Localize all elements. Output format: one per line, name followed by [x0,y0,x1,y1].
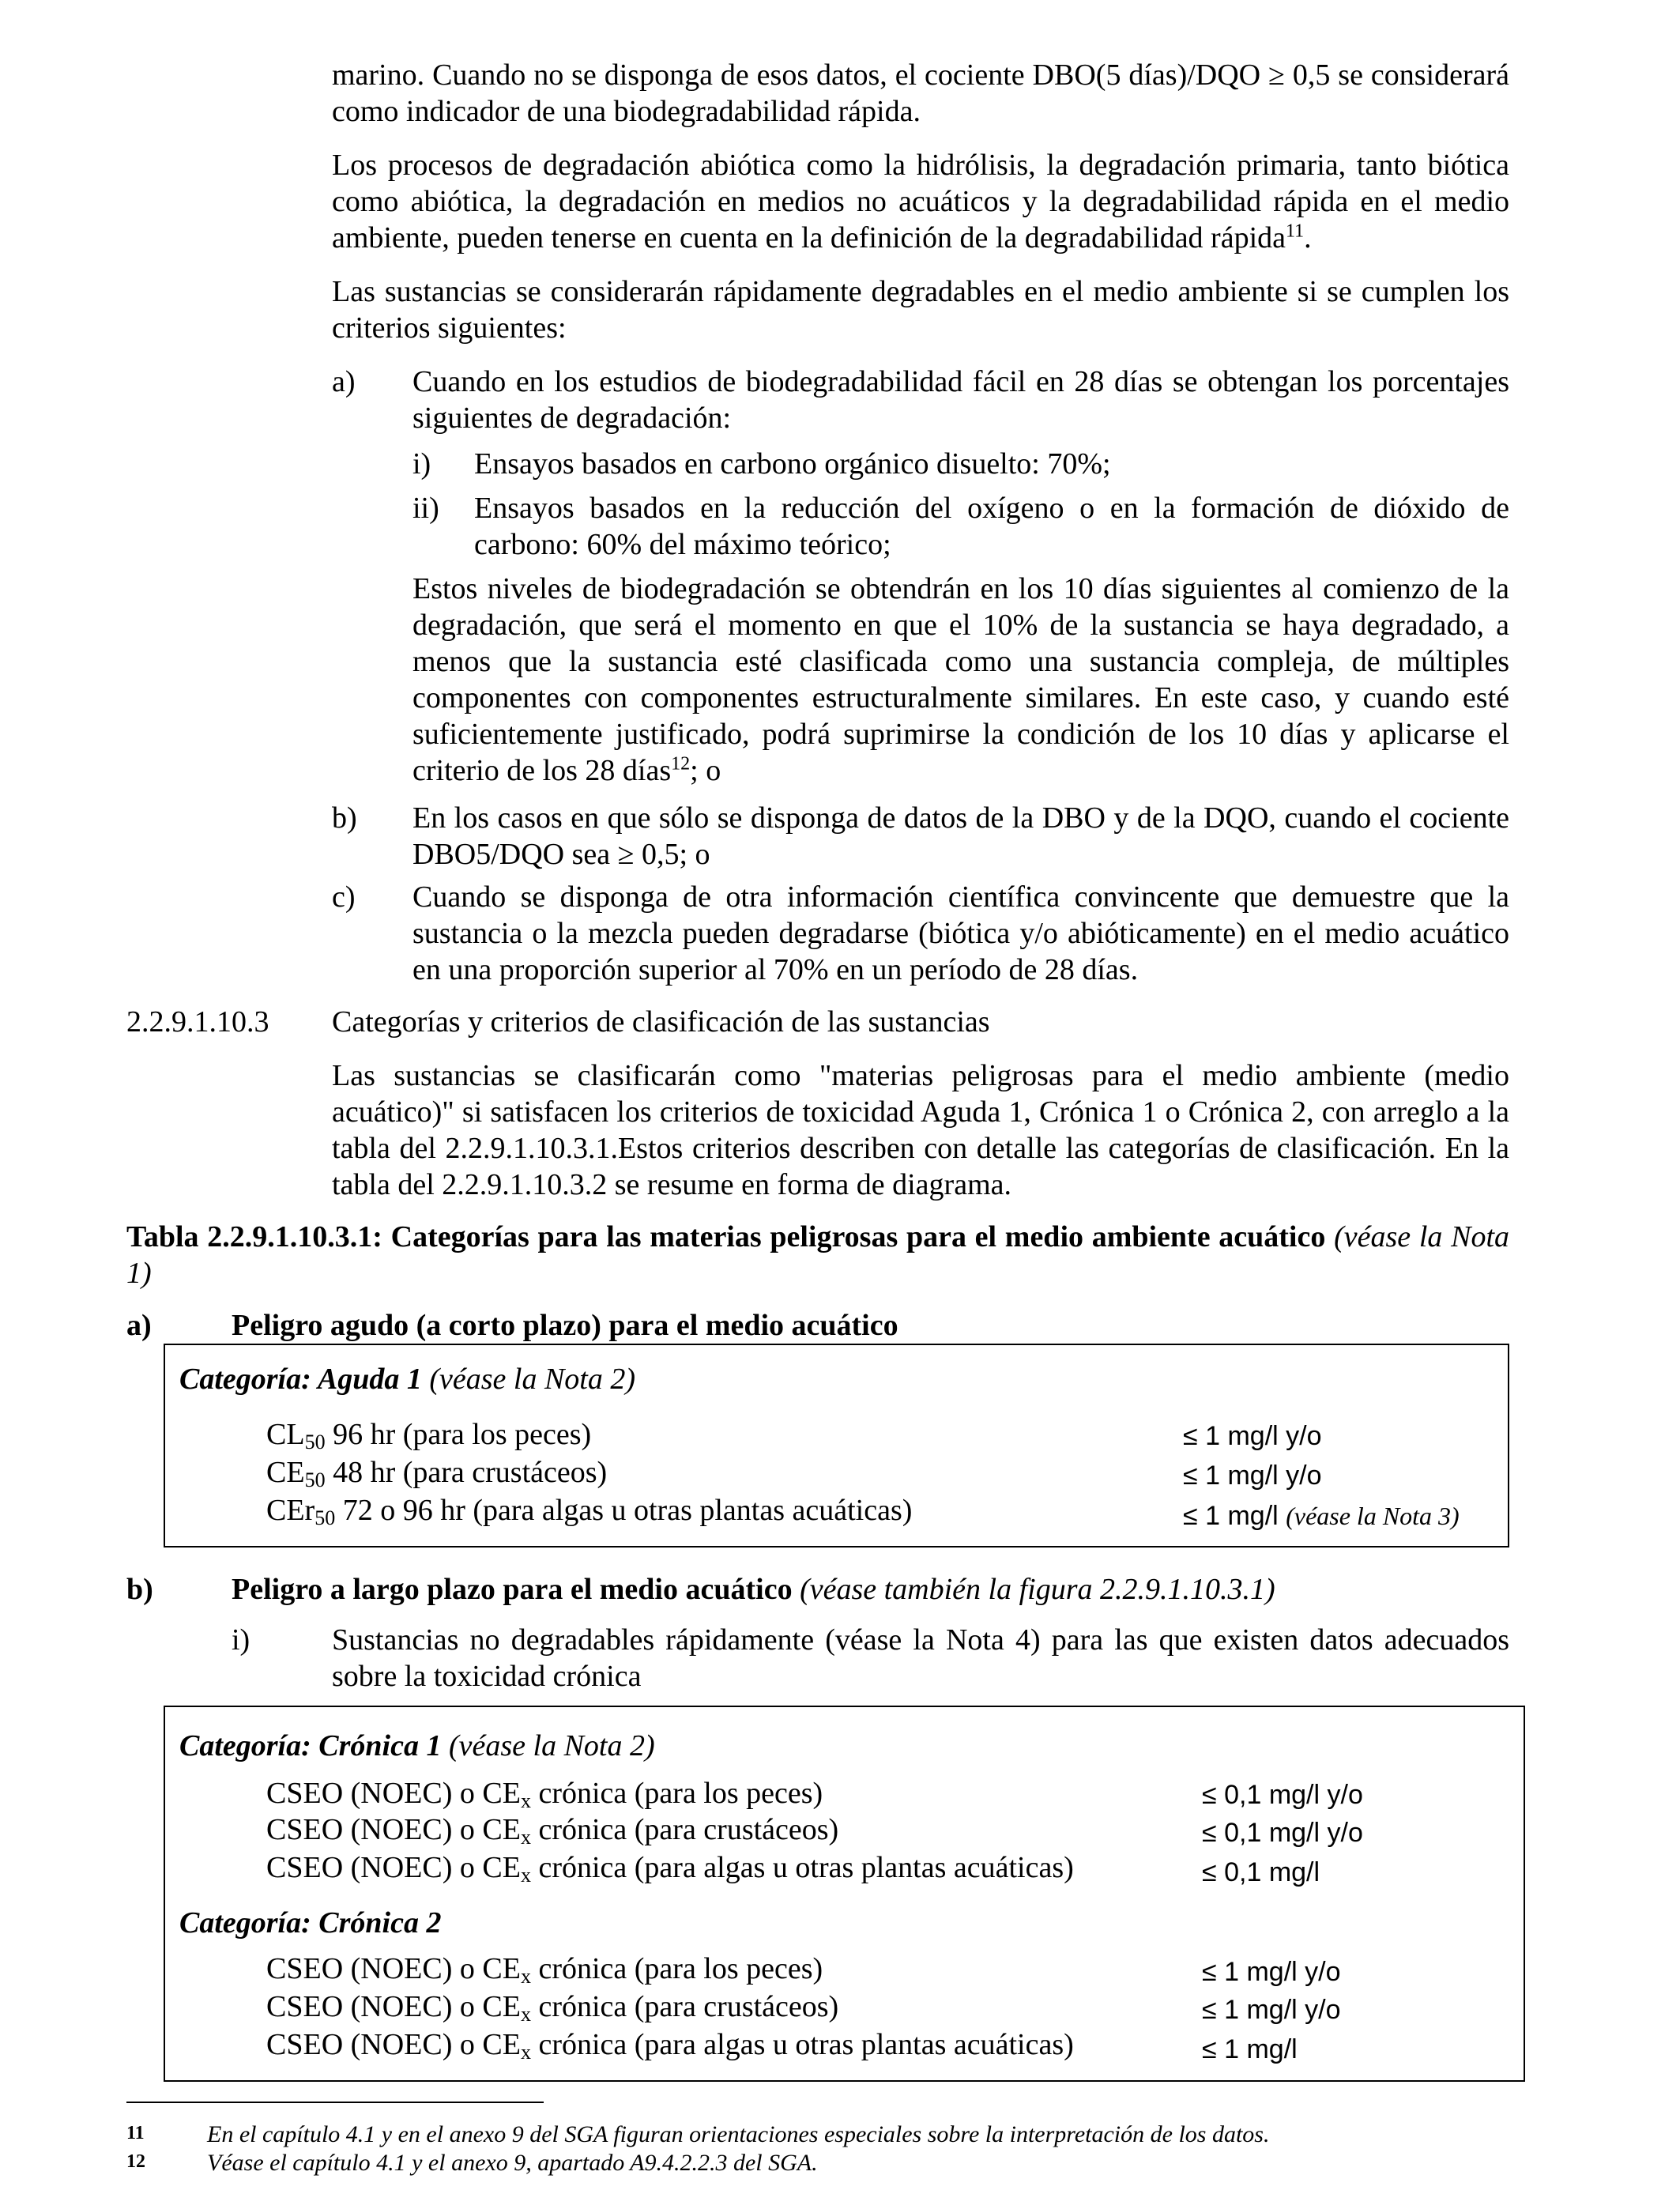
list-marker-ii: ii) [412,492,439,525]
acute-value-fish: ≤ 1 mg/l y/o [1183,1421,1322,1451]
chronic1-row-crustaceans [266,1811,838,1848]
footnote-ref-11[interactable]: 11 [1286,221,1305,242]
row-pre: CEr [266,1494,315,1527]
footnote-text-11: En el capítulo 4.1 y en el anexo 9 del SGA figuran orientaciones especiales sobre la interpretación de los datos. [207,2121,1270,2147]
chronic2-value-crustaceans: ≤ 1 mg/l y/o [1202,1995,1341,2025]
row-post: 96 hr (para los peces) [325,1418,592,1451]
chronic2-value-fish: ≤ 1 mg/l y/o [1202,1957,1341,1987]
row-post: crónica (para algas u otras plantas acuáticas) [530,1851,1074,1884]
part-b-list-marker-i: i) [232,1623,250,1657]
row-post: 48 hr (para crustáceos) [325,1456,608,1489]
row-pre: CSEO (NOEC) o CE [266,1777,521,1810]
acute-category-box [164,1344,1509,1547]
part-b-marker: b) [126,1573,153,1606]
acute-value-algae [1183,1497,1460,1534]
footnote-number-12: 12 [126,2151,145,2172]
part-b-heading [232,1571,1275,1608]
row-sub: 50 [304,1431,326,1453]
part-a-marker: a) [126,1309,152,1342]
criterion-ii-text: Ensayos basados en la reducción del oxígeno o en la formación de dióxido de carbono: 60% del máximo teórico; [474,492,1509,561]
value-text: ≤ 1 mg/l [1183,1501,1279,1531]
row-pre: CE [266,1456,305,1489]
section-body: Las sustancias se clasificarán como "materias peligrosas para el medio ambiente (medio acuático)" si satisfacen los criterios de toxicidad Aguda 1, Crónica 1 o Crónica 2, con arreglo a la tabla del 2.2.9.1.10.3.1.Estos criterios describen con detalle las categorías de clasificación. En la tabla del 2.2.9.1.10.3.2 se resume en forma de diagrama. [332,1059,1509,1201]
criterion-i-text: Ensayos basados en carbono orgánico disuelto: 70%; [474,447,1111,481]
row-pre: CSEO (NOEC) o CE [266,1990,521,2023]
row-sub: 50 [304,1468,326,1491]
paragraph-dbo-ratio: marino. Cuando no se disponga de esos datos, el cociente DBO(5 días)/DQO ≥ 0,5 se considerará como indicador de una biodegradabilidad rápida. [332,58,1509,128]
row-sub: x [520,1965,531,1988]
list-marker-i: i) [412,447,431,481]
chronic2-row-algae [266,2026,1074,2063]
footnote-number-11: 11 [126,2123,145,2143]
acute-row-algae [266,1492,912,1529]
criterion-a-text: Cuando en los estudios de biodegradabilidad fácil en 28 días se obtengan los porcentajes siguientes de degradación: [412,365,1509,435]
table-title-note: (véase la Nota 1) [126,1220,1509,1290]
acute-row-fish [266,1416,591,1453]
period: . [1304,221,1312,254]
row-post: crónica (para los peces) [530,1777,823,1810]
paragraph-text: Los procesos de degradación abiótica como la hidrólisis, la degradación primaria, tanto biótica como abiótica, la degradación en medios no acuáticos y la degradabilidad rápida en el medio ambiente, pueden tenerse en cuenta en la definición de la degradabilidad rápida [332,149,1509,254]
chronic2-row-crustaceans [266,1989,838,2025]
chronic1-value-fish: ≤ 0,1 mg/l y/o [1202,1780,1363,1810]
row-post: crónica (para crustáceos) [530,1990,839,2023]
chronic1-label-text: Categoría: Crónica 1 [179,1729,442,1762]
section-title: Categorías y criterios de clasificación de las sustancias [332,1005,990,1039]
row-pre: CSEO (NOEC) o CE [266,1851,521,1884]
criterion-b-text: En los casos en que sólo se disponga de datos de la DBO y de la DQO, cuando el cociente DBO5/DQO sea ≥ 0,5; o [412,801,1509,871]
part-a-title: Peligro agudo (a corto plazo) para el medio acuático [232,1309,898,1342]
footnote-separator [126,2102,544,2103]
row-pre: CSEO (NOEC) o CE [266,1952,521,1985]
list-marker-c: c) [332,880,356,914]
chronic1-row-fish [266,1775,823,1811]
table-title [126,1219,1509,1291]
footnote-ref-12[interactable]: 12 [671,753,691,775]
value-note: (véase la Nota 3) [1286,1502,1460,1530]
table-title-bold: Tabla 2.2.9.1.10.3.1: Categorías para las materias peligrosas para el medio ambiente acuático [126,1220,1326,1253]
part-b-title: Peligro a largo plazo para el medio acuático [232,1573,793,1606]
row-pre: CSEO (NOEC) o CE [266,2028,521,2061]
row-post: 72 o 96 hr (para algas u otras plantas acuáticas) [335,1494,913,1527]
paragraph-criteria-intro: Las sustancias se considerarán rápidamente degradables en el medio ambiente si se cumplen los criterios siguientes: [332,275,1509,345]
list-marker-a: a) [332,365,356,398]
chronic1-label-note: (véase la Nota 2) [448,1729,655,1762]
chronic2-label: Categoría: Crónica 2 [179,1906,442,1940]
footnote-text-12: Véase el capítulo 4.1 y el anexo 9, apartado A9.4.2.2.3 del SGA. [207,2150,818,2176]
continuation-end: ; o [690,754,721,787]
acute-value-crustaceans: ≤ 1 mg/l y/o [1183,1461,1322,1491]
list-marker-b: b) [332,801,357,835]
row-sub: x [520,1864,531,1887]
criterion-c-text: Cuando se disponga de otra información científica convincente que demuestre que la sustancia o la mezcla pueden degradarse (biótica y/o abióticamente) en el medio acuático en una proporción superior al 70% en un período de 28 días. [412,880,1509,986]
acute-row-crustaceans [266,1454,607,1491]
chronic1-label [179,1728,655,1764]
row-sub: x [520,2003,531,2026]
row-post: crónica (para algas u otras plantas acuáticas) [530,2028,1074,2061]
acute-label-note: (véase la Nota 2) [429,1363,635,1396]
row-post: crónica (para crustáceos) [530,1813,839,1846]
chronic-category-box [164,1706,1525,2082]
acute-category-label [179,1361,635,1397]
row-sub: 50 [315,1506,336,1529]
part-b-title-note: (véase también la figura 2.2.9.1.10.3.1) [800,1573,1275,1606]
row-post: crónica (para los peces) [530,1952,823,1985]
chronic1-value-crustaceans: ≤ 0,1 mg/l y/o [1202,1818,1363,1848]
chronic1-row-algae [266,1849,1074,1886]
row-pre: CSEO (NOEC) o CE [266,1813,521,1846]
section-number: 2.2.9.1.10.3 [126,1005,269,1039]
row-sub: x [520,1789,531,1812]
continuation-text: Estos niveles de biodegradación se obtendrán en los 10 días siguientes al comienzo de la degradación, que será el momento en que el 10% de la sustancia se haya degradado, a menos que la sustancia esté clasificada como una sustancia compleja, de múltiples componentes con componentes estructuralmente similares. En este caso, y cuando esté suficientemente justificado, podrá suprimirse la condición de los 10 días y aplicarse el criterio de los 28 días [412,572,1509,787]
row-sub: x [520,2041,531,2064]
chronic2-row-fish [266,1951,823,1987]
paragraph-abiotic-degradation [332,147,1509,256]
acute-label-text: Categoría: Aguda 1 [179,1363,422,1396]
chronic2-value-algae: ≤ 1 mg/l [1202,2034,1298,2064]
chronic1-value-algae: ≤ 0,1 mg/l [1202,1857,1320,1887]
criterion-a-continuation [412,571,1509,789]
row-pre: CL [266,1418,305,1451]
part-b-i-text: Sustancias no degradables rápidamente (véase la Nota 4) para las que existen datos adecuados sobre la toxicidad crónica [332,1623,1509,1693]
row-sub: x [520,1826,531,1849]
